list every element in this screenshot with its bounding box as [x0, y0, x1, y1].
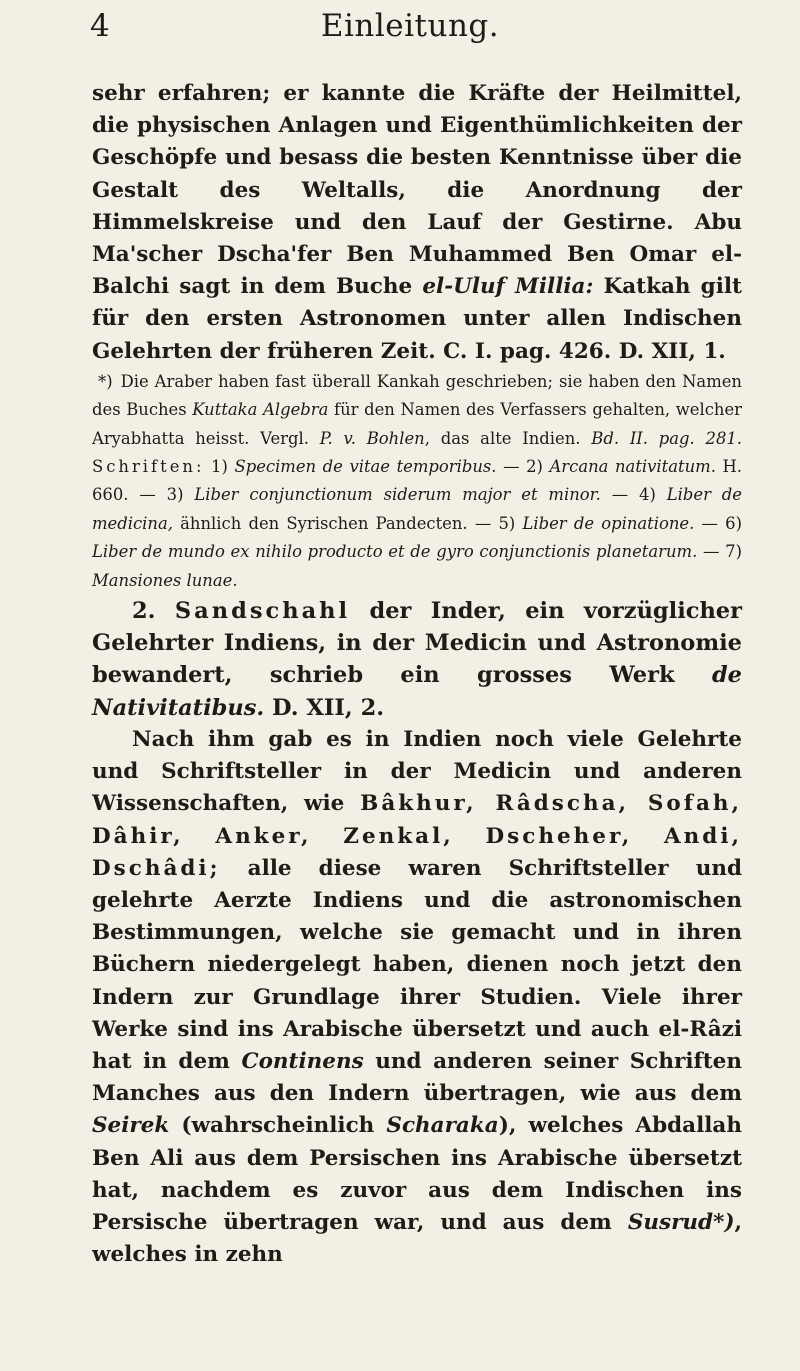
text-run: alle diese waren Schriftsteller und gelehrte Aerzte Indiens und die astronomischen Bestimmungen, welche sie gemacht und in ihren Büchern niedergelegt haben, dienen noch jetzt den Indern zur Grundlage ihrer Studien. Viele ihrer Werke sind ins Arabische übersetzt und auch el-Râzi hat in dem: [92, 855, 742, 1074]
text-run: — 4): [600, 485, 667, 505]
page-header: [90, 8, 730, 58]
text-run: für den Namen des Verfassers gehalten, welcher Aryabhatta heisst. Vergl.: [92, 400, 742, 448]
body-text: [92, 78, 742, 1271]
work-title: Seirek: [92, 1113, 170, 1139]
work-title: Arcana nativitatum.: [549, 457, 716, 477]
italic-run: Kuttaka Algebra: [192, 400, 329, 420]
work-title: de Nativitatibus.: [92, 662, 742, 721]
work-title: Liber de opinatione.: [522, 513, 695, 533]
section-number: 2.: [132, 598, 156, 625]
text-run: sehr erfahren; er kannte die Kräfte der Heilmittel, die physischen Anlagen und Eigenthümlichkeiten der Geschöpfe und besass die besten Kenntnisse über die Gestalt des Weltalls, die Anordnung der Himmelskreise und den Lauf der Gestirne. Abu Ma'scher Dscha'fer Ben Muhammed Ben Omar el-Balchi sagt in dem Buche: [92, 81, 742, 300]
paragraph-scholars: [92, 724, 742, 1271]
footnote: [92, 368, 742, 595]
work-title: Mansiones lunae.: [92, 570, 238, 590]
text-run: — 7): [697, 542, 742, 562]
text-run: (wahrscheinlich: [169, 1113, 387, 1139]
scholar-names: Bâkhur, Râdscha, Sofah, Dâhir, Anker, Zenkal, Dscheher, Andi, Dschâdi;: [92, 791, 743, 881]
work-title: Liber conjunctionum siderum major et minor.: [194, 485, 601, 505]
text-run: — 6): [694, 513, 742, 533]
text-run: , welches in zehn: [92, 1209, 742, 1268]
work-title: Specimen de vitae temporibus.: [234, 457, 497, 477]
work-title: Scharaka: [386, 1113, 499, 1139]
work-title: Liber de mundo ex nihilo producto et de gyro conjunctionis planetarum.: [92, 542, 698, 562]
work-title: Continens: [241, 1048, 364, 1074]
text-run: der Inder, ein vorzüglicher Gelehrter Indiens, in der Medicin und Astronomie bewandert, schrieb ein grosses Werk: [92, 598, 742, 689]
italic-run: Bd. II. pag. 281.: [591, 428, 743, 448]
italic-run: P. v. Bohlen: [319, 428, 425, 448]
text-run: ), welches Abdallah Ben Ali aus dem Persischen ins Arabische übersetzt hat, nachdem es zuvor aus dem Indischen ins Persische übertragen war, und aus dem: [92, 1113, 742, 1235]
text-run: 1): [204, 457, 235, 477]
work-title: Susrud*): [627, 1209, 735, 1235]
text-run: ähnlich den Syrischen Pandecten. — 5): [172, 513, 523, 533]
paragraph-katkah: [92, 78, 742, 368]
work-title: Liber de medicina,: [92, 485, 742, 533]
text-run: , das alte Indien.: [424, 428, 592, 448]
writings-label: Schriften:: [92, 457, 205, 477]
text-run: und anderen seiner Schriften Manches aus den Indern übertragen, wie aus dem: [92, 1048, 742, 1107]
section-sandschahl: [92, 595, 742, 724]
book-title: el-Uluf Millia:: [422, 274, 594, 300]
text-run: D. XII, 2.: [264, 694, 385, 721]
text-run: H. 660. — 3): [92, 457, 742, 505]
running-title: Einleitung.: [320, 8, 500, 44]
page-number: 4: [90, 8, 110, 44]
person-name: Sandschahl: [174, 598, 351, 625]
footnote-mark: *): [98, 371, 113, 391]
text-run: — 2): [496, 457, 550, 477]
text-run: Katkah gilt für den ersten Astronomen unter allen Indischen Gelehrten der früheren Zeit. C. I. pag. 426. D. XII, 1.: [92, 274, 742, 364]
text-run: Nach ihm gab es in Indien noch viele Gelehrte und Schriftsteller in der Medicin und anderen Wissenschaften, wie: [92, 726, 742, 817]
text-run: Die Araber haben fast überall Kankah geschrieben; sie haben den Namen des Buches: [92, 371, 742, 420]
